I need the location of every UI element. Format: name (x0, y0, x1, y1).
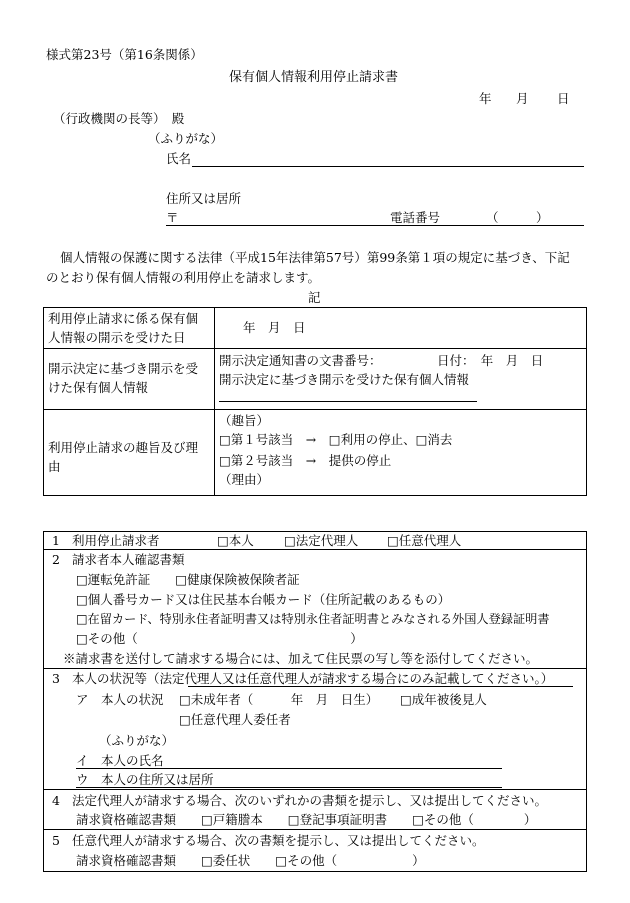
notice-doc-number-label: 開示決定通知書の文書番号： (219, 353, 382, 368)
section-5 (43, 830, 587, 872)
section-2 (43, 550, 587, 669)
section-5-number: 5 (52, 833, 60, 848)
intro-line-2: のとおり保有個人情報の利用停止を請求します。 (46, 270, 321, 285)
page-title: 保有個人情報利用停止請求書 (229, 70, 399, 85)
section-4-number: 4 (52, 793, 60, 808)
address-field[interactable] (166, 225, 584, 226)
principal-furigana-label: （ふりがな） (99, 733, 175, 748)
purpose-option-2[interactable]: □第２号該当 → 提供の停止 (219, 453, 392, 468)
id-doc-note: ※請求書を送付して請求する場合には、加えて住民票の写し等を添付してください。 (63, 651, 539, 666)
id-doc-other[interactable]: □その他（ ） (76, 631, 363, 646)
phone-label: 電話番号 (390, 210, 441, 225)
principal-name-field[interactable] (76, 768, 502, 769)
intro-line-1: 個人情報の保護に関する法律（平成15年法律第57号）第99条第１項の規定に基づき、下記 (60, 250, 570, 265)
disclosed-info-text: 開示決定に基づき開示を受けた保有個人情報 (219, 372, 470, 387)
requester-self-checkbox[interactable]: □本人 (217, 533, 254, 548)
requester-legal-agent-checkbox[interactable]: □法定代理人 (284, 533, 359, 548)
disclosed-info-label-2: けた保有個人情報 (48, 380, 149, 395)
purpose-label-2: 由 (48, 459, 61, 474)
received-date-value-cell[interactable] (215, 308, 587, 349)
table-row (44, 410, 587, 496)
form-number: 様式第23号（第16条関係） (46, 47, 203, 62)
reason-heading: （理由） (219, 472, 270, 487)
table-row (44, 349, 587, 410)
name-field[interactable] (192, 166, 584, 167)
date-day-label: 日 (557, 91, 570, 106)
date-month-label: 月 (516, 91, 529, 106)
disclosed-info-field[interactable] (219, 401, 477, 402)
purpose-value-cell[interactable] (215, 410, 587, 496)
section-4 (43, 790, 587, 830)
name-label: 氏名 (166, 151, 192, 166)
voluntary-agent-docs[interactable]: 請求資格確認書類 □委任状 □その他（ ） (76, 853, 425, 868)
section-3-number: 3 (52, 671, 60, 686)
section-4-label: 法定代理人が請求する場合、次のいずれかの書類を提示し、又は提出してください。 (72, 793, 548, 808)
section-5-label: 任意代理人が請求する場合、次の書類を提示し、又は提出してください。 (72, 833, 485, 848)
section-1 (43, 531, 587, 550)
section-2-label: 請求者本人確認書類 (72, 552, 185, 567)
id-doc-options-2[interactable]: □個人番号カード又は住民基本台帳カード（住所記載のあるもの） (76, 592, 451, 607)
received-date-label-cell (44, 308, 215, 349)
table-row (44, 308, 587, 349)
date-year-label: 年 (479, 91, 492, 106)
postal-mark: 〒 (166, 210, 179, 225)
purpose-heading: （趣旨） (219, 413, 270, 428)
id-doc-options-3[interactable]: □在留カード、特別永住者証明書又は特別永住者証明書とみなされる外国人登録証明書 (76, 612, 550, 626)
section-3 (43, 669, 587, 790)
section-1-label: 利用停止請求者 (72, 533, 160, 548)
notice-date-label: 日付： 年 月 日 (437, 353, 544, 368)
furigana-label: （ふりがな） (148, 131, 224, 146)
ki-label: 記 (308, 290, 321, 305)
adult-ward-checkbox[interactable]: □成年被後見人 (400, 692, 487, 707)
main-table (43, 307, 587, 496)
received-date-value: 年 月 日 (243, 320, 306, 335)
purpose-option-1[interactable]: □第１号該当 → □利用の停止、□消去 (219, 432, 453, 447)
minor-checkbox[interactable]: □未成年者（ 年 月 日生） (179, 692, 379, 707)
principal-address-field[interactable] (76, 787, 502, 788)
principal-address-label: ウ 本人の住所又は居所 (76, 772, 214, 787)
address-label: 住所又は居所 (166, 191, 242, 206)
disclosed-info-label: 開示決定に基づき開示を受 (48, 361, 199, 376)
section-1-number: 1 (52, 533, 60, 548)
received-date-label: 利用停止請求に係る保有個 (48, 311, 199, 326)
principal-status-label: ア 本人の状況 (76, 692, 164, 707)
phone-area-code[interactable]: （ ） (486, 210, 549, 225)
requester-voluntary-agent-checkbox[interactable]: □任意代理人 (387, 533, 462, 548)
section-3-label-underline (188, 686, 573, 687)
purpose-label: 利用停止請求の趣旨及び理 (48, 440, 199, 455)
received-date-label-2: 人情報の開示を受けた日 (48, 330, 186, 345)
purpose-label-cell (44, 410, 215, 496)
disclosed-info-label-cell (44, 349, 215, 410)
id-doc-options-1[interactable]: □運転免許証 □健康保険被保険者証 (76, 572, 300, 587)
section-2-number: 2 (52, 552, 60, 567)
legal-agent-docs[interactable]: 請求資格確認書類 □戸籍謄本 □登記事項証明書 □その他（ ） (76, 812, 537, 827)
addressee-label: （行政機関の長等） 殿 (53, 111, 185, 126)
principal-name-label: イ 本人の氏名 (76, 753, 164, 768)
section-3-label: 本人の状況等（法定代理人又は任意代理人が請求する場合にのみ記載してください。） (72, 671, 554, 686)
voluntary-principal-checkbox[interactable]: □任意代理人委任者 (179, 712, 291, 727)
disclosed-info-value-cell[interactable] (215, 349, 587, 410)
